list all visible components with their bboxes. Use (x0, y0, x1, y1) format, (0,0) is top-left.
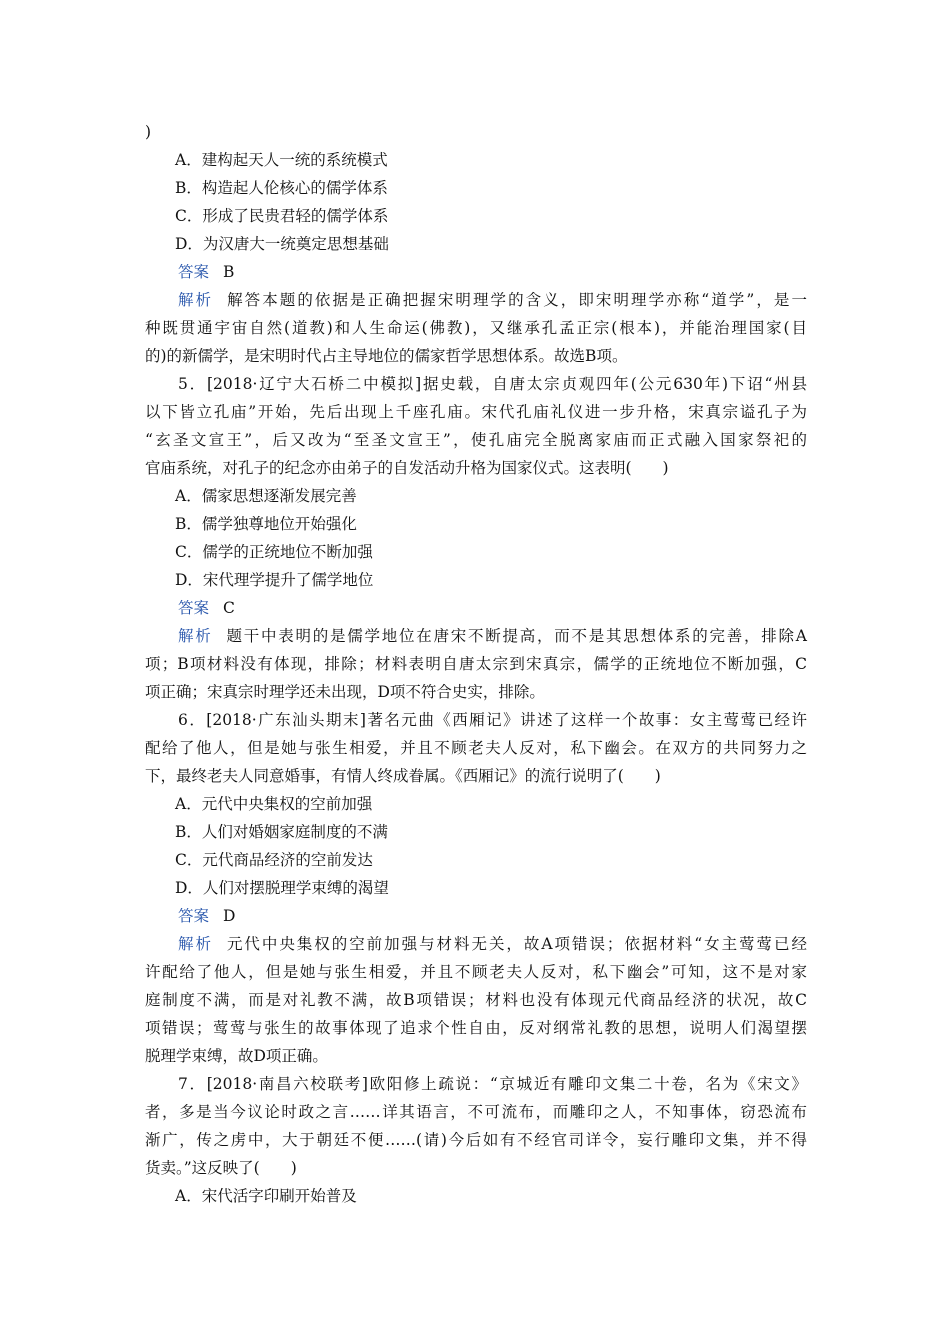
analysis-label: 解析 (178, 291, 214, 309)
q4-analysis-line-1 (178, 290, 807, 310)
q4-option-d: D．为汉唐大一统奠定思想基础 (175, 235, 389, 253)
q5-stem-line-3: “玄圣文宣王”，后又改为“至圣文宣王”，使孔庙完全脱离家庙而正式融入国家祭祀的 (145, 431, 807, 449)
analysis-label: 解析 (178, 935, 213, 953)
q6-stem-line-2: 配给了他人，但是她与张生相爱，并且不顾老夫人反对，私下幽会。在双方的共同努力之 (145, 739, 807, 757)
q5-stem-line-4: 官庙系统，对孔子的纪念亦由弟子的自发活动升格为国家仪式。这表明( ) (145, 459, 669, 477)
q4-analysis-line-3: 的)的新儒学，是宋明时代占主导地位的儒家哲学思想体系。故选B项。 (145, 347, 628, 365)
q6-analysis-line-4: 项错误；莺莺与张生的故事体现了追求个性自由，反对纲常礼教的思想，说明人们渴望摆 (145, 1019, 807, 1037)
answer-label: 答案 (178, 907, 210, 925)
q6-analysis-line-3: 庭制度不满，而是对礼教不满，故B项错误；材料也没有体现元代商品经济的状况，故C (145, 991, 807, 1009)
q5-analysis-line-1 (178, 626, 807, 646)
q6-analysis-line-2: 许配给了他人，但是她与张生相爱，并且不顾老夫人反对，私下幽会”可知，这不是对家 (145, 963, 807, 981)
analysis-text: 解答本题的依据是正确把握宋明理学的含义，即宋明理学亦称“道学”，是一 (227, 291, 807, 309)
q4-analysis-line-2: 种既贯通宇宙自然(道教)和人生命运(佛教)，又继承孔孟正宗(根本)，并能治理国家(目 (145, 319, 807, 337)
q6-analysis-line-1 (178, 934, 807, 954)
answer-value: C (223, 599, 235, 617)
q4-option-b: B．构造起人伦核心的儒学体系 (175, 179, 388, 197)
q5-option-b: B．儒学独尊地位开始强化 (175, 515, 357, 533)
q4-option-c: C．形成了民贵君轻的儒学体系 (175, 207, 389, 225)
q4-option-a: A．建构起天人一统的系统模式 (175, 151, 388, 169)
answer-value: B (223, 263, 235, 281)
answer-label: 答案 (178, 599, 210, 617)
q5-analysis-line-3: 项正确；宋真宗时理学还未出现，D项不符合史实，排除。 (145, 683, 545, 701)
analysis-text: 元代中央集权的空前加强与材料无关，故A项错误；依据材料“女主莺莺已经 (226, 935, 807, 953)
q6-stem-line-3: 下，最终老夫人同意婚事，有情人终成眷属。《西厢记》的流行说明了( ) (145, 767, 661, 785)
q4-stem-tail: ) (145, 123, 152, 141)
q7-stem-line-2: 者，多是当今议论时政之言……详其语言，不可流布，而雕印之人，不知事体，窃恐流布 (145, 1103, 807, 1121)
q6-answer (178, 906, 235, 926)
q5-stem-line-1: 5．[2018·辽宁大石桥二中模拟]据史载，自唐太宗贞观四年(公元630年)下诏“州县 (178, 375, 807, 393)
q7-stem-line-1: 7．[2018·南昌六校联考]欧阳修上疏说：“京城近有雕印文集二十卷，名为《宋文》 (178, 1075, 807, 1093)
q6-option-c: C．元代商品经济的空前发达 (175, 851, 373, 869)
q7-stem-line-4: 货卖。”这反映了( ) (145, 1159, 297, 1177)
q6-option-b: B．人们对婚姻家庭制度的不满 (175, 823, 388, 841)
q5-answer (178, 598, 235, 618)
analysis-label: 解析 (178, 627, 213, 645)
q5-stem-line-2: 以下皆立孔庙”开始，先后出现上千座孔庙。宋代孔庙礼仪进一步升格，宋真宗谥孔子为 (145, 403, 807, 421)
q6-option-a: A．元代中央集权的空前加强 (175, 795, 373, 813)
analysis-text: 题干中表明的是儒学地位在唐宋不断提高，而不是其思想体系的完善，排除A (226, 627, 807, 645)
q6-analysis-line-5: 脱理学束缚，故D项正确。 (145, 1047, 328, 1065)
q5-option-c: C．儒学的正统地位不断加强 (175, 543, 373, 561)
q7-stem-line-3: 渐广，传之虏中，大于朝廷不便……(请)今后如有不经官司详令，妄行雕印文集，并不得 (145, 1131, 807, 1149)
answer-value: D (223, 907, 236, 925)
q6-stem-line-1: 6．[2018·广东汕头期末]著名元曲《西厢记》讲述了这样一个故事：女主莺莺已经许 (178, 711, 807, 729)
q5-option-d: D．宋代理学提升了儒学地位 (175, 571, 374, 589)
q5-analysis-line-2: 项；B项材料没有体现，排除；材料表明自唐太宗到宋真宗，儒学的正统地位不断加强，C (145, 655, 807, 673)
q7-option-a: A．宋代活字印刷开始普及 (175, 1187, 357, 1205)
q4-answer (178, 262, 234, 282)
answer-label: 答案 (178, 263, 210, 281)
q6-option-d: D．人们对摆脱理学束缚的渴望 (175, 879, 389, 897)
q5-option-a: A．儒家思想逐渐发展完善 (175, 487, 357, 505)
